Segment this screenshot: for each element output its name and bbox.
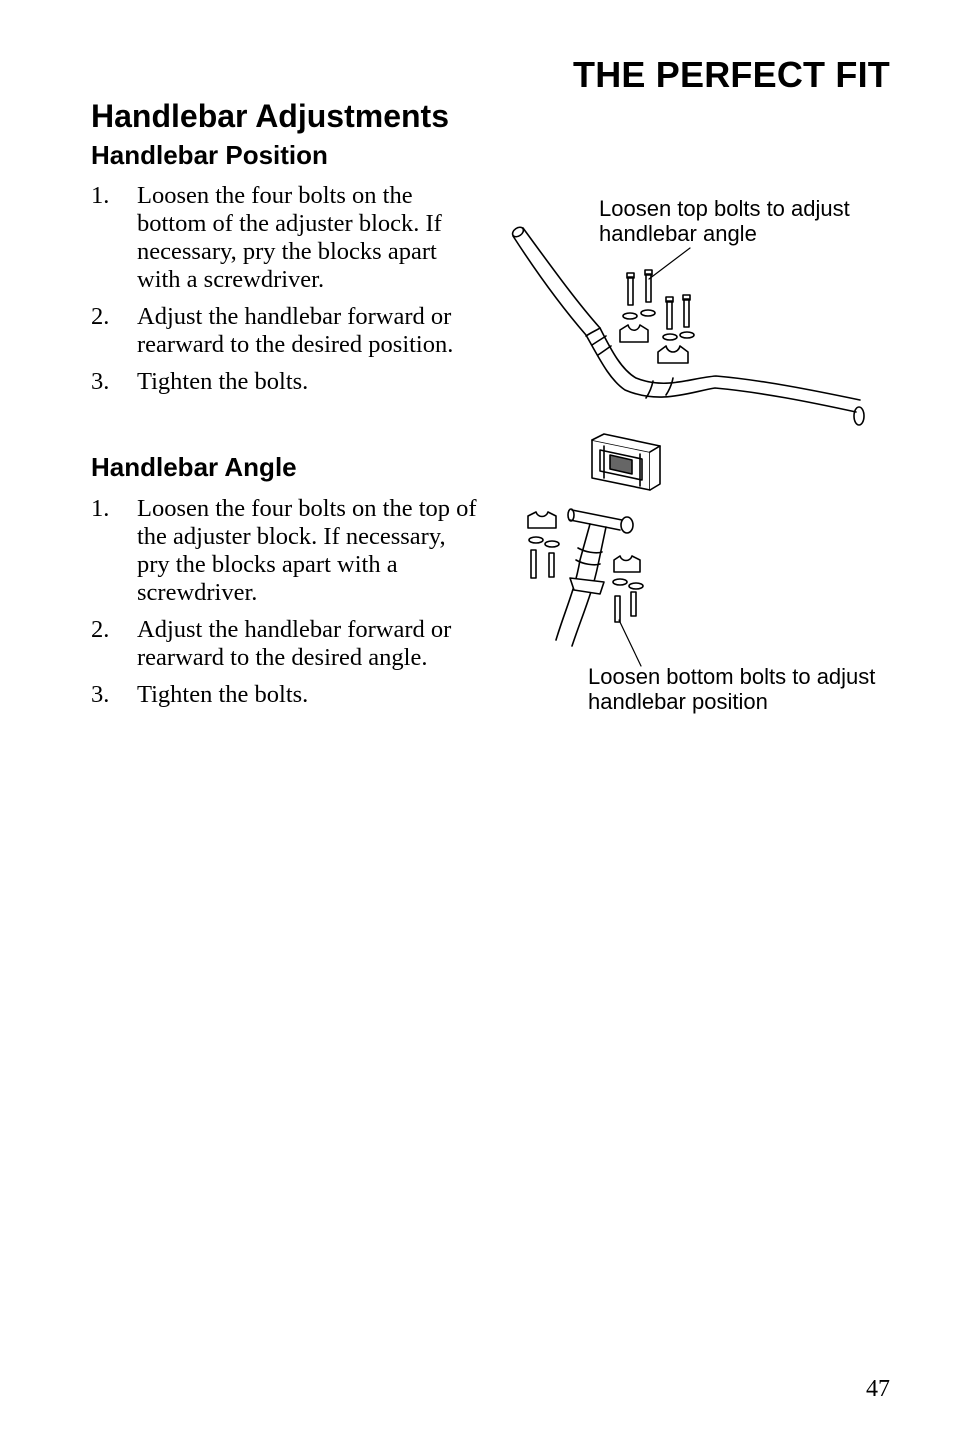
- leader-line-top: [649, 248, 690, 279]
- subheading-handlebar-position: Handlebar Position: [91, 140, 328, 170]
- step-number: 3.: [91, 368, 110, 395]
- step-text: Tighten the bolts.: [137, 681, 309, 708]
- upper-clamps: [620, 310, 694, 363]
- step-number: 1.: [91, 495, 110, 522]
- leader-line-bottom: [619, 620, 641, 666]
- step-text: Loosen the four bolts on the bottom of the adjuster block. If necessary, pry the blocks apart with a screwdriver.: [137, 182, 442, 293]
- step-number: 2.: [91, 303, 110, 330]
- section-title: Handlebar Adjustments: [91, 98, 449, 134]
- step-number: 3.: [91, 681, 110, 708]
- handlebar-tube: [511, 225, 864, 425]
- callout-top-bolts: Loosen top bolts to adjust handlebar angle: [599, 196, 850, 246]
- step-number: 1.: [91, 182, 110, 209]
- step-text: Loosen the four bolts on the top of the adjuster block. If necessary, pry the blocks apart with a screwdriver.: [137, 495, 477, 606]
- step-text: Tighten the bolts.: [137, 368, 309, 395]
- page-number: 47: [866, 1376, 890, 1402]
- top-bolts: [627, 270, 690, 329]
- adjuster-block: [592, 434, 660, 490]
- subheading-handlebar-angle: Handlebar Angle: [91, 452, 297, 482]
- handlebar-exploded-diagram: [505, 185, 905, 730]
- list-item: [91, 303, 481, 359]
- list-item: [91, 495, 481, 607]
- step-number: 2.: [91, 616, 110, 643]
- position-steps-list: [91, 182, 481, 405]
- step-text: Adjust the handlebar forward or rearward to the desired position.: [137, 303, 454, 358]
- step-text: Adjust the handlebar forward or rearward to the desired angle.: [137, 616, 452, 671]
- list-item: [91, 681, 481, 709]
- list-item: [91, 182, 481, 294]
- angle-steps-list: [91, 495, 481, 718]
- running-title: THE PERFECT FIT: [573, 54, 890, 95]
- callout-bottom-bolts: Loosen bottom bolts to adjust handlebar position: [588, 664, 876, 714]
- list-item: [91, 368, 481, 396]
- list-item: [91, 616, 481, 672]
